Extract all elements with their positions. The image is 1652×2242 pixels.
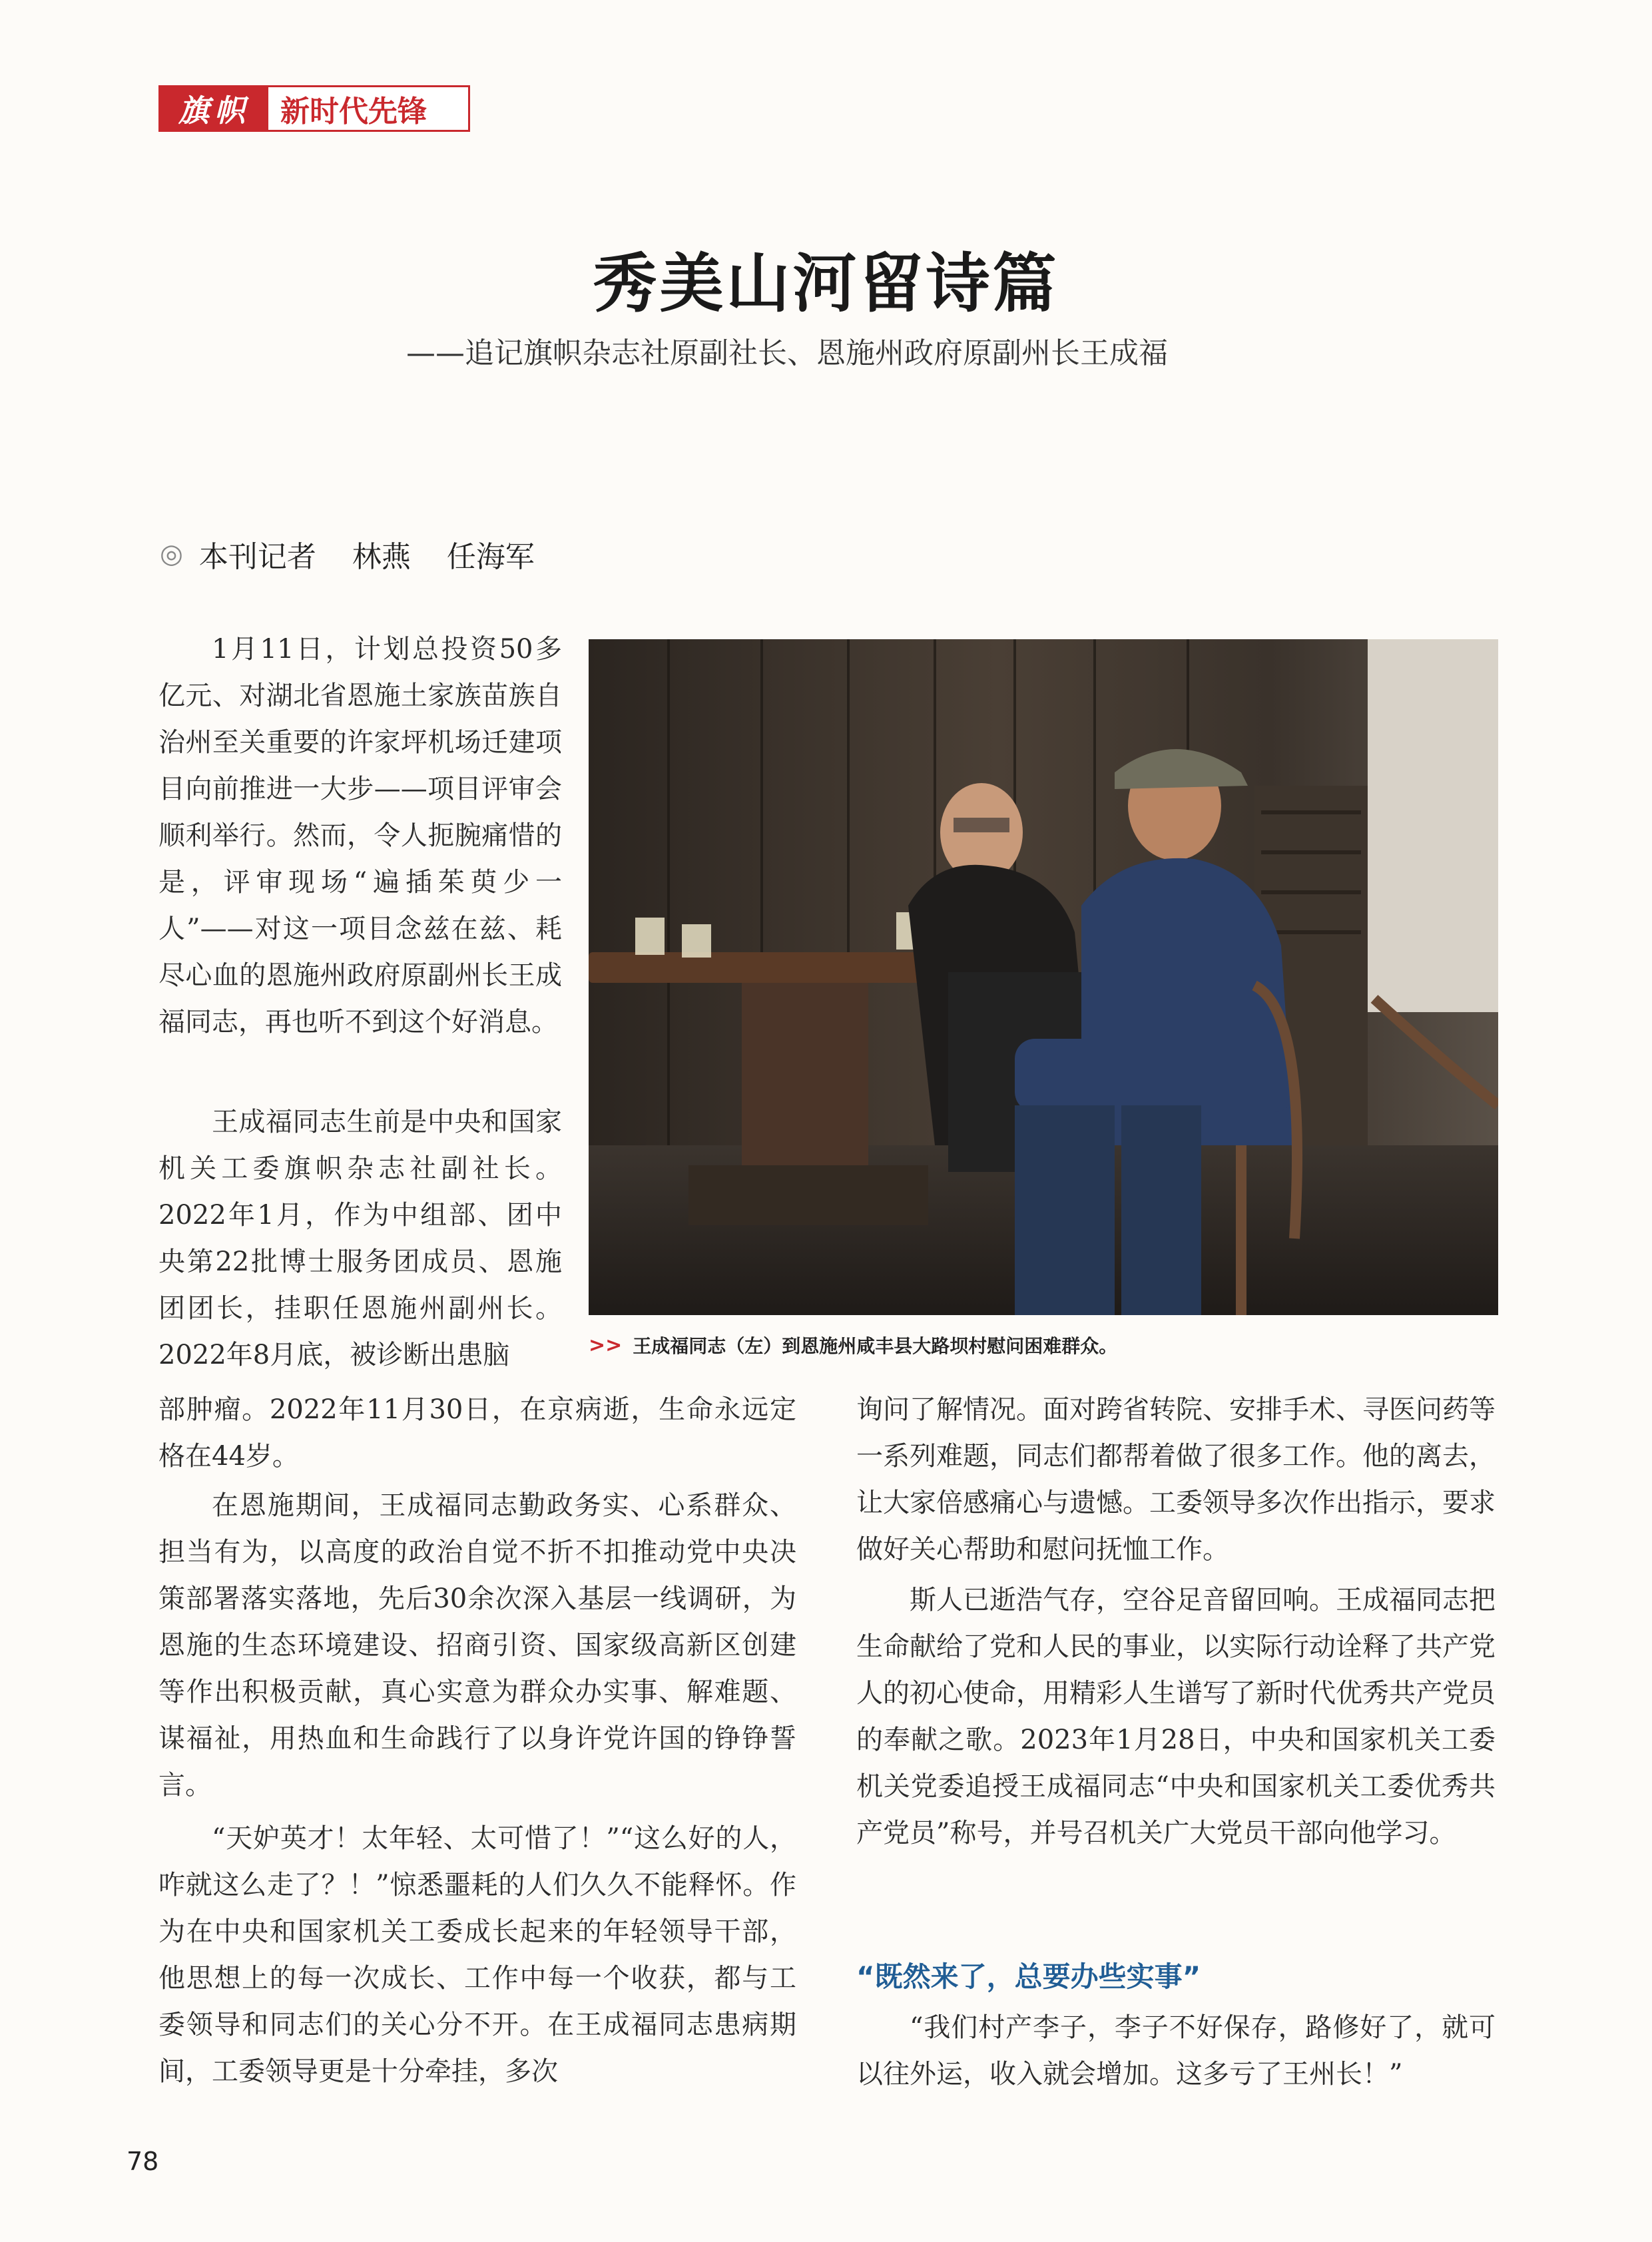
page-number: 78 [127,2147,159,2176]
body-paragraph: 斯人已逝浩气存，空谷足音留回响。王成福同志把生命献给了党和人民的事业，以实际行动诠释了共产党人的初心使命，用精彩人生谱写了新时代优秀共产党员的奉献之歌。2023年1月28日，中央和国家机关工委机关党委追授王成福同志“中央和国家机关工委优秀共产党员”称号，并号召机关广大党员干部向他学习。 [856,1585,1496,1848]
body-paragraph: “我们村产李子，李子不好保存，路修好了，就可以往外运，收入就会增加。这多亏了王州长！” [856,2012,1496,2090]
body-paragraph: 1月11日，计划总投资50多亿元、对湖北省恩施土家族苗族自治州至关重要的许家坪机场迁建项目向前推进一大步——项目评审会顺利举行。然而，令人扼腕痛惜的是，评审现场“遍插茱萸少一人”——对这一项目念兹在兹、耗尽心血的恩施州政府原副州长王成福同志，再也听不到这个好消息。 [158,634,562,1037]
byline [160,533,535,575]
column-badge [158,85,470,132]
section-heading: “既然来了，总要办些实事” [856,1960,1201,1993]
author-name: 林燕 [352,540,411,574]
body-paragraph: “天妒英才！太年轻、太可惜了！”“这么好的人，咋就这么走了？！”惊悉噩耗的人们久久不能释怀。作为在中央和国家机关工委成长起来的年轻领导干部，他思想上的每一次成长、工作中每一个收获，都与工委领导和同志们的关心分不开。在王成福同志患病期间，工委领导更是十分牵挂，多次 [158,1823,796,2087]
double-circle-icon: ◎ [160,539,183,569]
body-paragraph: 在恩施期间，王成福同志勤政务实、心系群众、担当有为，以高度的政治自觉不折不扣推动党中央决策部署落实落地，先后30余次深入基层一线调研，为恩施的生态环境建设、招商引资、国家级高新区创建等作出积极贡献，真心实意为群众办实事、解难题、谋福祉，用热血和生命践行了以身许党许国的铮铮誓言。 [158,1490,796,1801]
body-paragraph: 王成福同志生前是中央和国家机关工委旗帜杂志社副社长。2022年1月，作为中组部、团中央第22批博士服务团成员、恩施团团长，挂职任恩施州副州长。2022年8月底，被诊断出患脑 [158,1107,562,1370]
byline-label: 本刊记者 [198,540,316,574]
article-subtitle: ——追记旗帜杂志社原副社长、恩施州政府原副州长王成福 [406,336,1168,370]
caption-text: 王成福同志（左）到恩施州咸丰县大路坝村慰问困难群众。 [633,1335,1118,1357]
article-photo [589,639,1498,1315]
body-paragraph: 部肿瘤。2022年11月30日，在京病逝，生命永远定格在44岁。 [158,1394,796,1472]
body-paragraph: 询问了解情况。面对跨省转院、安排手术、寻医问药等一系列难题，同志们都帮着做了很多工作。他的离去，让大家倍感痛心与遗憾。工委领导多次作出指示，要求做好关心帮助和慰问抚恤工作。 [856,1394,1496,1565]
photo-illustration [589,639,1498,1315]
caption-arrow-icon: >> [589,1333,623,1357]
author-name: 任海军 [446,540,535,574]
magazine-logo: 旗帜 [160,87,268,130]
article-title: 秀美山河留诗篇 [593,246,1059,321]
column-name: 新时代先锋 [280,95,427,129]
photo-caption [589,1332,1498,1358]
